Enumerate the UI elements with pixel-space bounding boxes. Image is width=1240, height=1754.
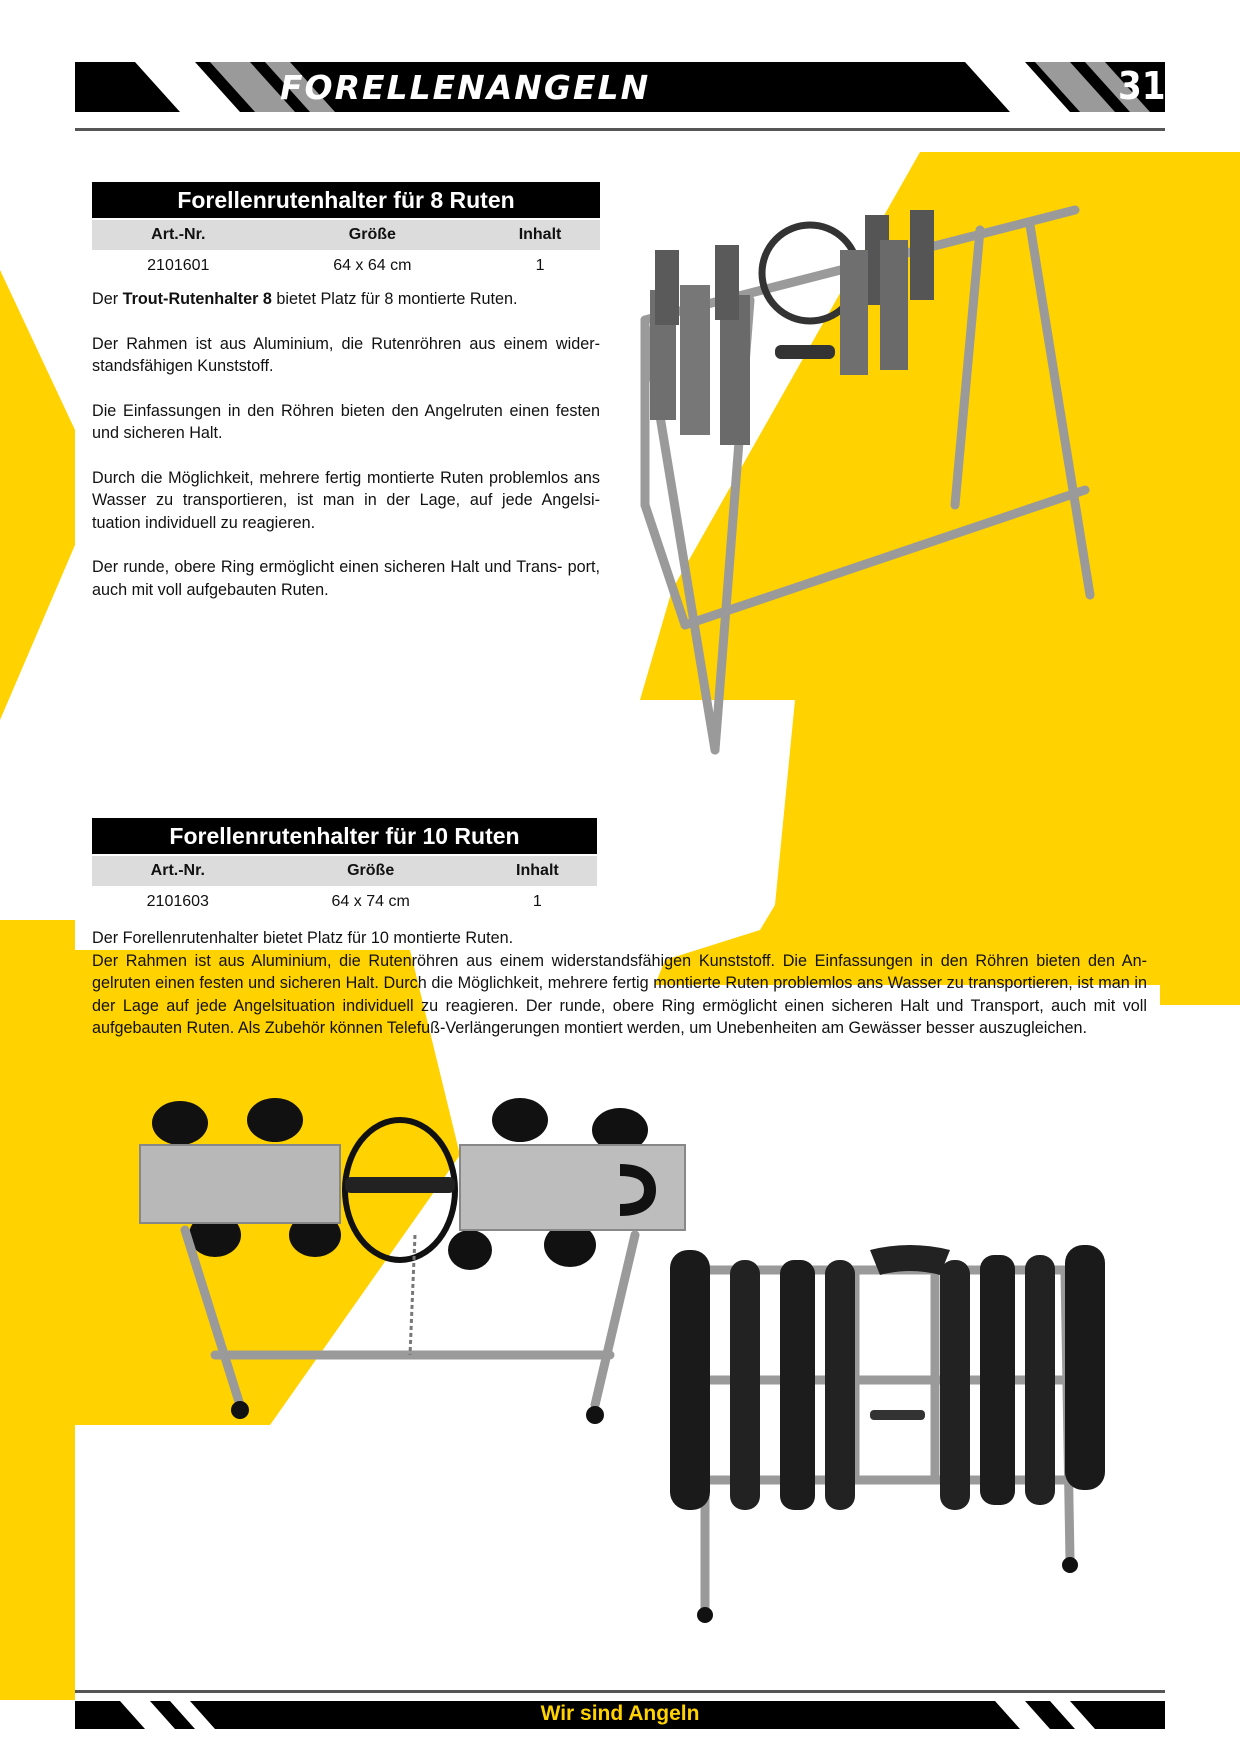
product2-spec-table xyxy=(92,856,597,918)
product2-image-folded xyxy=(100,1095,720,1435)
product2-title: Forellenrutenhalter für 10 Ruten xyxy=(92,818,597,854)
table-row xyxy=(92,250,600,282)
table-header-row xyxy=(92,220,600,250)
table-header: Inhalt xyxy=(478,856,597,886)
table-row xyxy=(92,886,597,918)
table-cell: 1 xyxy=(535,257,545,274)
page-title: FORELLENANGELN xyxy=(280,68,651,107)
desc-paragraph: Der Trout-Rutenhalter 8 bietet Platz für 8 montierte Ruten. xyxy=(92,290,518,308)
footer-rule xyxy=(75,1690,1165,1693)
footer-slogan: Wir sind Angeln xyxy=(540,1702,700,1725)
table-cell: 2101601 xyxy=(147,257,210,274)
page-number: 315 xyxy=(1118,64,1190,108)
product2-description xyxy=(92,927,1147,1040)
header-rule xyxy=(75,128,1165,131)
product1-image xyxy=(625,195,1115,755)
desc-paragraph: Durch die Möglichkeit, mehrere fertig montierte Ruten problemlos ans Wasser zu transportieren, ist man in der Lage, auf jede Angelsi- tuation individuell zu reagieren. xyxy=(92,468,600,532)
desc-paragraph: Der runde, obere Ring ermöglicht einen sicheren Halt und Trans- port, auch mit voll aufgebauten Ruten. xyxy=(92,558,600,599)
table-header: Art.-Nr. xyxy=(92,220,265,250)
product1-description xyxy=(92,288,600,623)
table-header: Größe xyxy=(264,856,478,886)
table-header: Inhalt xyxy=(480,220,600,250)
table-cell: 2101603 xyxy=(146,893,209,910)
desc-paragraph: Der Rahmen ist aus Aluminium, die Rutenröhren aus einem widerstandsfähigen Kunststoff. Die Einfassungen in den Röhren bieten den An- gelruten einen festen und sicheren Halt. Durch die Möglichkeit, mehrere fertig montierte Ruten problemlos ans Wasser zu transportieren, ist man in der Lage auf jede Angelsituation individuell zu reagieren. Der runde, obere Ring ermöglicht einen sicheren Halt und Transport, auch mit voll aufgebauten Ruten. Als Zubehör können Telefuß-Verlängerungen montiert werden, um Unebenheiten am Gewässer besser auszugleichen. xyxy=(92,951,1147,1037)
product-name: Trout-Rutenhalter 8 xyxy=(122,290,272,308)
product2-image-open xyxy=(665,1230,1120,1640)
desc-line: Der Forellenrutenhalter bietet Platz für 10 montierte Ruten. xyxy=(92,929,514,947)
product1-title: Forellenrutenhalter für 8 Ruten xyxy=(92,182,600,218)
product1-spec-table xyxy=(92,220,600,282)
desc-paragraph: Die Einfassungen in den Röhren bieten den Angelruten einen festen und sicheren Halt. xyxy=(92,401,600,442)
table-cell: 1 xyxy=(532,893,542,910)
yellow-shape-left xyxy=(0,270,75,720)
table-header: Art.-Nr. xyxy=(92,856,264,886)
table-header-row xyxy=(92,856,597,886)
desc-paragraph: Der Rahmen ist aus Aluminium, die Rutenröhren aus einem wider- standsfähigen Kunststoff. xyxy=(92,334,600,375)
table-cell: 64 x 74 cm xyxy=(331,893,410,910)
table-cell: 64 x 64 cm xyxy=(333,257,412,274)
table-header: Größe xyxy=(265,220,480,250)
